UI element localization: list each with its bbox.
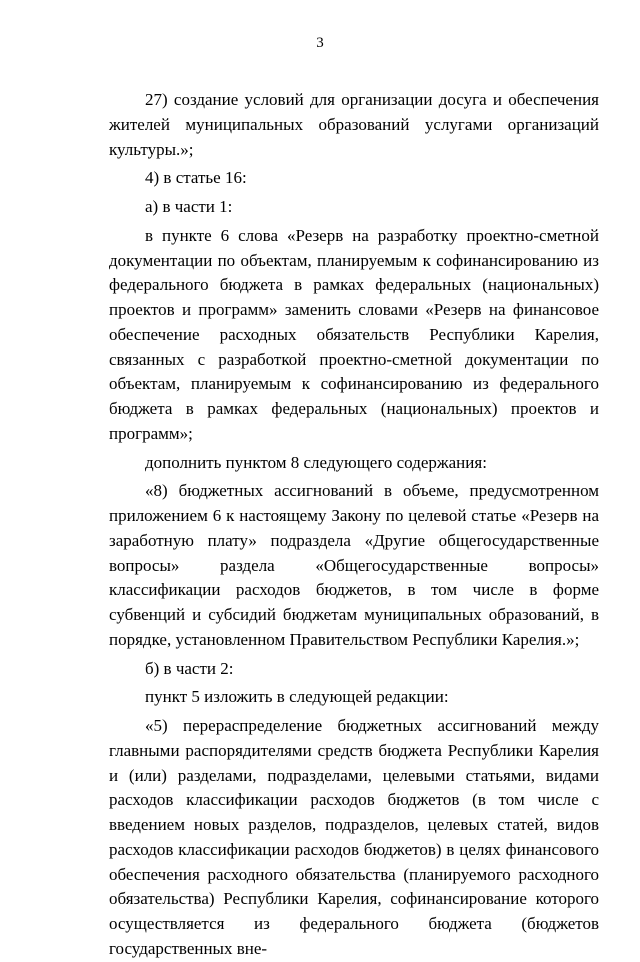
- paragraph-point-6-amendment: в пункте 6 слова «Резерв на разработку проектно-сметной документации по объектам, планируемым к софинансированию из федерального бюджета в рамках федеральных (национальных) проектов и программ» заменить словами «Резерв на финансовое обеспечение расходных обязательств Республики Карелия, связанных с разработкой проектно-сметной документации по объектам, планируемым к софинансированию из федерального бюджета в рамках федеральных (национальных) проектов и программ»;: [109, 225, 599, 443]
- document-body: [109, 88, 599, 962]
- paragraph-article-16: 4) в статье 16:: [145, 168, 247, 188]
- paragraph-point-8-text: «8) бюджетных ассигнований в объеме, предусмотренном приложением 6 к настоящему Закону по целевой статье «Резерв на заработную плату» подраздела «Другие общегосударственные вопросы» раздела «Общегосударственные вопросы» классификации расходов бюджетов, в том числе в форме субвенций и субсидий бюджетам муниципальных образований, в порядке, установленном Правительством Республики Карелия.»;: [109, 481, 599, 649]
- paragraph-point-5-new-wording: пункт 5 изложить в следующей редакции:: [145, 687, 449, 707]
- paragraph-item-27: 27) создание условий для организации досуга и обеспечения жителей муниципальных образований услугами организаций культуры.»;: [109, 90, 599, 159]
- paragraph-part-2: б) в части 2:: [145, 658, 234, 678]
- paragraph-add-point-8: дополнить пунктом 8 следующего содержания:: [145, 452, 487, 472]
- paragraph-point-5-text: «5) перераспределение бюджетных ассигнований между главными распорядителями средств бюджета Республики Карелия и (или) разделами, подразделами, целевыми статьями, видами расходов классификации расходов бюджетов (в том числе с введением новых разделов, подразделов, целевых статей, видов расходов классификации расходов бюджетов) в целях финансового обеспечения расходного обязательства (планируемого расходного обязательства) Республики Карелия, софинансирование которого осуществляется из федерального бюджета (бюджетов государственных вне-: [109, 716, 599, 958]
- page-number: 3: [316, 35, 324, 51]
- paragraph-part-1: а) в части 1:: [145, 197, 233, 216]
